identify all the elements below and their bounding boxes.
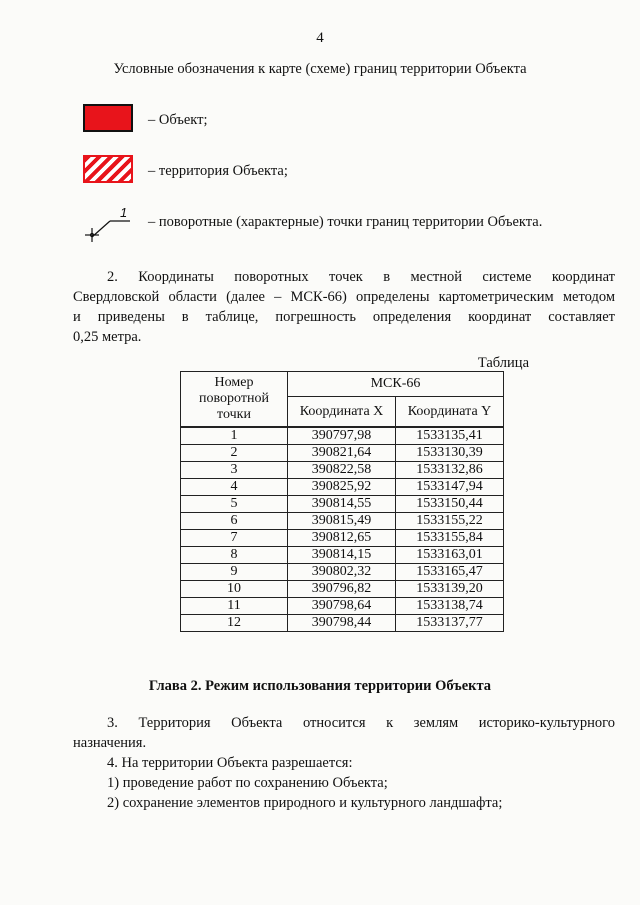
paragraph-line: назначения. — [73, 735, 147, 751]
coordinate-y-cell: 1533155,22 — [396, 513, 504, 530]
table-row — [181, 564, 504, 581]
table-row — [181, 479, 504, 496]
legend-item-label: – поворотные (характерные) точки границ территории Объекта. — [148, 213, 543, 230]
table-row — [181, 598, 504, 615]
legend-item-object — [80, 103, 208, 137]
table-row — [181, 615, 504, 632]
paragraph-line: 4. На территории Объекта разрешается: — [107, 755, 353, 771]
point-number-cell: 10 — [181, 581, 288, 598]
legend-item-territory — [80, 154, 288, 188]
table-body — [181, 427, 504, 632]
table-row — [181, 496, 504, 513]
coordinate-y-cell: 1533132,86 — [396, 462, 504, 479]
legend-title: Условные обозначения к карте (схеме) границ территории Объекта — [113, 61, 527, 77]
coordinate-y-cell: 1533139,20 — [396, 581, 504, 598]
coordinate-y-cell: 1533138,74 — [396, 598, 504, 615]
paragraph-coordinates — [73, 267, 615, 347]
table-row — [181, 462, 504, 479]
table-caption: Таблица — [477, 355, 529, 371]
coordinate-y-cell: 1533163,01 — [396, 547, 504, 564]
object-symbol-icon — [80, 104, 136, 136]
page-number: 4 — [316, 30, 324, 46]
paragraph-land-category — [73, 713, 615, 753]
coordinate-x-cell: 390814,55 — [288, 496, 396, 513]
turning-point-marker-icon — [80, 206, 136, 238]
coordinate-x-cell: 390815,49 — [288, 513, 396, 530]
coordinate-y-cell: 1533150,44 — [396, 496, 504, 513]
chapter-title: Глава 2. Режим использования территории Объекта — [148, 678, 492, 694]
territory-hatch-icon — [80, 155, 136, 187]
coordinate-x-cell: 390797,98 — [288, 428, 396, 445]
coordinate-y-cell: 1533137,77 — [396, 615, 504, 632]
paragraph-line: 3. Территория Объекта относится к землям историко-культурного — [107, 715, 615, 731]
coordinate-y-cell: 1533135,41 — [396, 428, 504, 445]
coordinate-y-cell: 1533130,39 — [396, 445, 504, 462]
marker-label: 1 — [120, 206, 128, 220]
coordinate-x-cell: 390798,64 — [288, 598, 396, 615]
coordinate-x-cell: 390796,82 — [288, 581, 396, 598]
point-number-cell: 11 — [181, 598, 288, 615]
point-number-cell: 4 — [181, 479, 288, 496]
paragraph-permitted — [73, 753, 615, 813]
coordinate-x-cell: 390812,65 — [288, 530, 396, 547]
header-point-number: Номер поворотной точки — [181, 372, 288, 427]
legend-item-turning-points — [80, 205, 542, 239]
coordinate-x-cell: 390821,64 — [288, 445, 396, 462]
header-coordinate-y: Координата Y — [396, 397, 504, 427]
table-row — [181, 530, 504, 547]
coordinate-x-cell: 390798,44 — [288, 615, 396, 632]
paragraph-line: 2. Координаты поворотных точек в местной системе координат — [107, 269, 615, 285]
coordinate-y-cell: 1533155,84 — [396, 530, 504, 547]
point-number-cell: 9 — [181, 564, 288, 581]
point-number-cell: 12 — [181, 615, 288, 632]
legend-item-label: – Объект; — [148, 111, 208, 128]
list-item: 2) сохранение элементов природного и культурного ландшафта; — [107, 795, 503, 811]
paragraph-line: 0,25 метра. — [73, 329, 142, 345]
table-row — [181, 445, 504, 462]
point-number-cell: 8 — [181, 547, 288, 564]
point-number-cell: 1 — [181, 428, 288, 445]
paragraph-line: Свердловской области (далее – МСК-66) определены картометрическим методом — [73, 289, 615, 305]
table-row — [181, 547, 504, 564]
point-number-cell: 2 — [181, 445, 288, 462]
coordinate-x-cell: 390825,92 — [288, 479, 396, 496]
table-row — [181, 428, 504, 445]
coordinate-x-cell: 390802,32 — [288, 564, 396, 581]
point-number-cell: 5 — [181, 496, 288, 513]
coordinate-x-cell: 390814,15 — [288, 547, 396, 564]
paragraph-line: и приведены в таблице, погрешность определения координат составляет — [73, 309, 615, 325]
point-number-cell: 6 — [181, 513, 288, 530]
point-number-cell: 3 — [181, 462, 288, 479]
list-item: 1) проведение работ по сохранению Объекта; — [107, 775, 388, 791]
header-coordinate-x: Координата X — [288, 397, 396, 427]
header-coordinate-system: МСК-66 — [288, 372, 504, 397]
coordinate-y-cell: 1533147,94 — [396, 479, 504, 496]
table-row — [181, 513, 504, 530]
coordinates-table — [180, 371, 504, 632]
table-row — [181, 581, 504, 598]
legend-item-label: – территория Объекта; — [148, 162, 288, 179]
point-number-cell: 7 — [181, 530, 288, 547]
coordinate-x-cell: 390822,58 — [288, 462, 396, 479]
coordinate-y-cell: 1533165,47 — [396, 564, 504, 581]
